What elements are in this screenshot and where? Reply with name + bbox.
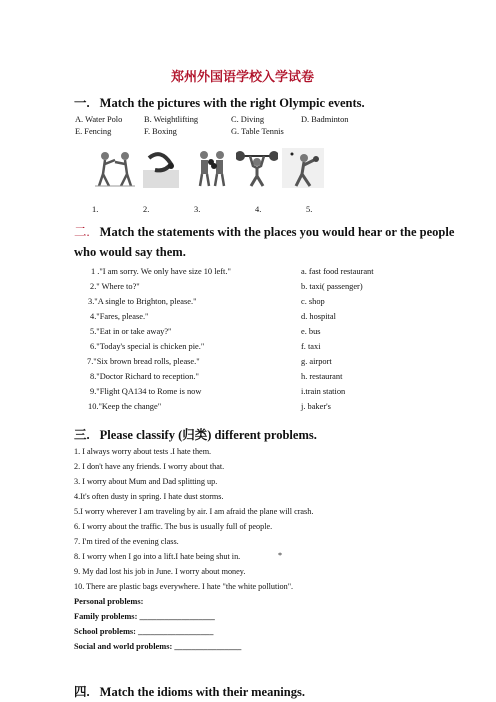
place-f: f. taxi [301, 342, 321, 351]
problem-2: 2. I don't have any friends. I worry about that. [74, 462, 225, 471]
picture-number-2: 2. [143, 205, 150, 214]
problem-10: 10. There are plastic bags everywhere. I hate "the white pollution". [74, 582, 294, 591]
weightlifting-picture [236, 148, 278, 188]
place-j: j. baker's [301, 402, 331, 411]
statement-10: 10."Keep the change" [88, 402, 162, 411]
statement-7: 7."Six brown bread rolls, please." [87, 357, 200, 366]
statement-5: 5."Eat in or take away?" [90, 327, 172, 336]
problem-3: 3. I worry about Mum and Dad splitting up. [74, 477, 218, 486]
section-2-title-line2: who would say them. [74, 245, 186, 259]
section-3-number: 三. [74, 428, 90, 442]
statement-4: 4."Fares, please." [90, 312, 149, 321]
option-g: G. Table Tennis [231, 127, 284, 136]
place-a: a. fast food restaurant [301, 267, 374, 276]
page-title: 郑州外国语学校入学试卷 [171, 69, 315, 84]
problem-6: 6. I worry about the traffic. The bus is usually full of people. [74, 522, 273, 531]
option-e: E. Fencing [75, 127, 112, 136]
diving-picture [143, 148, 179, 188]
place-d: d. hospital [301, 312, 336, 321]
statement-6: 6."Today's special is chicken pie." [90, 342, 205, 351]
place-c: c. shop [301, 297, 325, 306]
place-g: g. airport [301, 357, 332, 366]
problem-5: 5.I worry wherever I am traveling by air. I am afraid the plane will crash. [74, 507, 314, 516]
statement-2: 2." Where to?" [90, 282, 140, 291]
statement-9: 9."Flight QA134 to Rome is now [90, 387, 202, 396]
statement-1: 1 ."I am sorry. We only have size 10 left." [91, 267, 231, 276]
place-e: e. bus [301, 327, 321, 336]
school-problems-line[interactable]: School problems: __________________ [74, 627, 214, 636]
statement-3: 3."A single to Brighton, please." [88, 297, 197, 306]
section-4-heading [74, 682, 305, 700]
statement-8: 8."Doctor Richard to reception." [90, 372, 199, 381]
problem-1: 1. I always worry about tests .I hate them. [74, 447, 212, 456]
section-1-number: 一. [74, 96, 90, 110]
option-f: F. Boxing [144, 127, 177, 136]
section-3-heading [74, 425, 317, 443]
family-problems-line[interactable]: Family problems: __________________ [74, 612, 215, 621]
place-i: i.train station [301, 387, 346, 396]
picture-number-3: 3. [194, 205, 201, 214]
section-1-title: Match the pictures with the right Olympic events. [99, 96, 365, 110]
personal-problems-line[interactable]: Personal problems: [74, 597, 144, 606]
fencing-picture [93, 148, 137, 188]
section-4-number: 四. [74, 685, 90, 699]
table-tennis-picture [282, 148, 324, 188]
place-b: b. taxi( passenger) [301, 282, 363, 291]
section-1-heading [74, 93, 365, 111]
section-2-heading [74, 222, 454, 240]
section-3-title: Please classify (归类) different problems. [99, 428, 317, 442]
option-a: A. Water Polo [75, 115, 123, 124]
picture-number-5: 5. [306, 205, 313, 214]
option-d: D. Badminton [301, 115, 349, 124]
section-4-title: Match the idioms with their meanings. [99, 685, 305, 699]
stray-mark: * [278, 551, 283, 560]
option-b: B. Weightlifting [144, 115, 199, 124]
boxing-picture [190, 148, 234, 188]
picture-number-1: 1. [92, 205, 99, 214]
social-world-problems-line[interactable]: Social and world problems: ________________ [74, 642, 242, 651]
problem-4: 4.It's often dusty in spring. I hate dust storms. [74, 492, 224, 501]
problem-7: 7. I'm tired of the evening class. [74, 537, 179, 546]
option-c: C. Diving [231, 115, 265, 124]
section-2-title-line1: Match the statements with the places you would hear or the people [99, 225, 455, 239]
picture-number-4: 4. [255, 205, 262, 214]
problem-8: 8. I worry when I go into a lift.I hate being shut in. [74, 552, 241, 561]
section-2-number: 二. [74, 225, 90, 239]
place-h: h. restaurant [301, 372, 343, 381]
problem-9: 9. My dad lost his job in June. I worry about money. [74, 567, 246, 576]
